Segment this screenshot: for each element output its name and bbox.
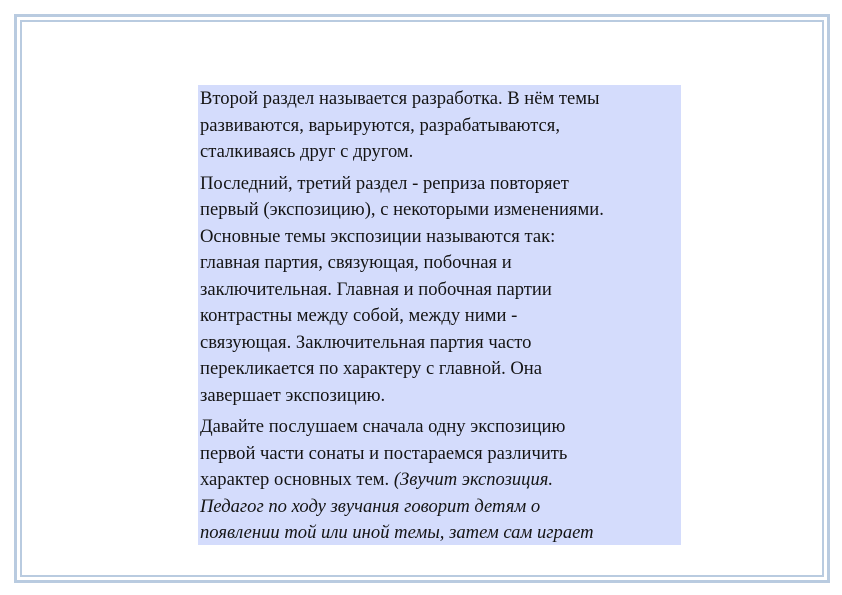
mixed-text-line (200, 467, 679, 494)
text-line: сталкиваясь друг с другом. (200, 141, 414, 162)
italic-text-segment: (Звучит экспозиция. (393, 469, 554, 490)
text-line: Второй раздел называется разработка. В нём темы (200, 88, 600, 109)
text-line: первый (экспозицию), с некоторыми изменениями. (200, 199, 604, 220)
text-line: Основные темы экспозиции называются так: (200, 225, 556, 247)
text-line: связующая. Заключительная партия часто (200, 331, 532, 353)
text-line: перекликается по характеру с главной. Она (200, 358, 543, 379)
italic-text-line: появлении той или иной темы, затем сам играет (200, 522, 594, 543)
italic-text-line: Педагог по ходу звучания говорит детям о (200, 495, 541, 517)
text-block (198, 85, 681, 545)
paragraph-reprise (200, 171, 679, 410)
paragraph-development (200, 86, 679, 166)
text-line: первой части сонаты и постараемся различить (200, 442, 568, 464)
text-line: Давайте послушаем сначала одну экспозицию (200, 416, 566, 437)
paragraph-listening (200, 414, 679, 547)
text-line: контрастны между собой, между ними - (200, 305, 518, 326)
text-line: Последний, третий раздел - реприза повторяет (200, 172, 569, 194)
text-line: заключительная. Главная и побочная партии (200, 278, 552, 300)
text-line: завершает экспозицию. (200, 384, 386, 406)
text-line: развиваются, варьируются, разрабатываются, (200, 114, 561, 136)
text-segment: характер основных тем. (200, 469, 394, 490)
text-line: главная партия, связующая, побочная и (200, 252, 512, 273)
